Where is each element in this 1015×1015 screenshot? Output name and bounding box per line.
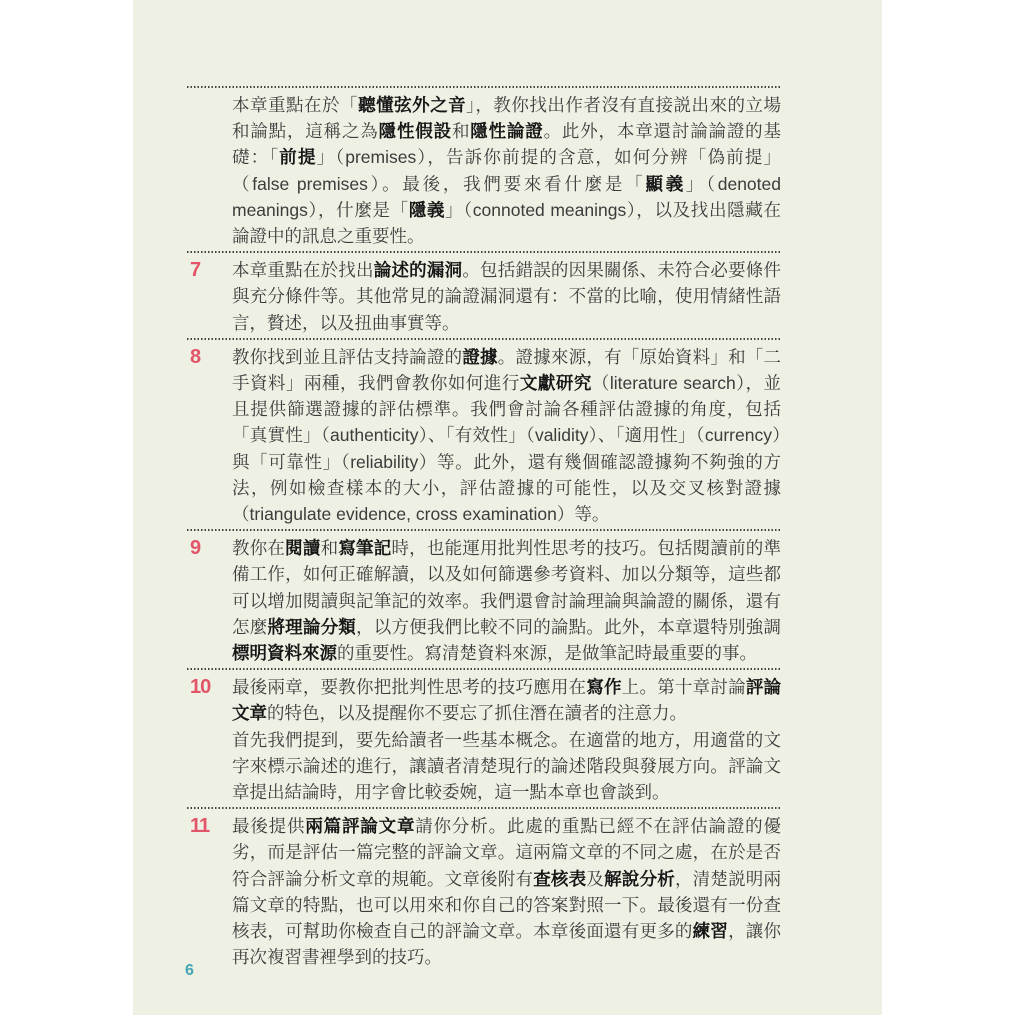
keyword-bold: 將理論分類 xyxy=(267,616,357,637)
body-text: 請你分析。此處的重點已經不在評估論證的優劣，而是評估一篇完整的評論文章。這兩篇文章的不同之處，在於是否符合評論分析文章的規範。文章後附有 xyxy=(232,816,782,889)
chapter-summary-11 xyxy=(187,806,781,971)
keyword-bold: 文獻研究 xyxy=(519,373,592,394)
keyword-bold: 前提 xyxy=(279,147,317,168)
keyword-bold: 顯義 xyxy=(645,173,686,194)
body-text: 的特色，以及提醒你不要忘了抓住潛在讀者的注意力。 xyxy=(267,703,687,724)
body-text: 時，也能運用批判性思考的技巧。包括閱讀前的準備工作，如何正確解讀，以及如何篩選參考資料、加以分類等，這些都可以增加閱讀與記筆記的效率。我們還會討論理論與論證的關係，還有怎麼 xyxy=(232,538,782,637)
keyword-bold: 閱讀 xyxy=(285,538,321,559)
chapter-number: 11 xyxy=(190,815,210,838)
chapter-number: 7 xyxy=(190,259,201,282)
keyword-bold: 隱性假設 xyxy=(378,121,452,142)
keyword-bold: 隱義 xyxy=(408,199,446,220)
keyword-bold: 寫筆記 xyxy=(338,538,392,559)
summary-paragraph xyxy=(232,92,781,249)
dotted-divider xyxy=(187,806,781,809)
section-body xyxy=(187,535,781,666)
keyword-bold: 兩篇評論文章 xyxy=(305,816,416,837)
body-text: 。證據來源，有「原始資料」和「二手資料」兩種，我們會教你如何進行 xyxy=(232,346,782,394)
chapter-number: 8 xyxy=(190,345,201,368)
section-body xyxy=(187,257,781,336)
section-body xyxy=(187,344,781,527)
chapter-summary-10 xyxy=(187,667,781,806)
body-text: ，清楚説明兩篇文章的特點，也可以用來和你自己的答案對照一下。最後還有一份查核表，可幫助你檢查自己的評論文章。本章後面還有更多的 xyxy=(232,868,782,942)
dotted-divider xyxy=(187,667,781,670)
summary-paragraph xyxy=(232,674,781,726)
body-text: ，以方便我們比較不同的論點。此外，本章還特別強調 xyxy=(356,616,782,637)
section-text xyxy=(232,257,781,336)
chapter-number: 10 xyxy=(190,676,211,699)
section-body xyxy=(187,813,781,970)
book-page xyxy=(133,0,882,1015)
dotted-divider xyxy=(187,250,781,253)
summary-paragraph xyxy=(232,813,781,970)
body-text: 」（connoted meanings），以及找出隱藏在論證中的訊息之重要性。 xyxy=(232,199,781,247)
summary-paragraph xyxy=(232,535,781,666)
keyword-bold: 解說分析 xyxy=(604,868,675,889)
keyword-bold: 評論文章 xyxy=(232,677,782,724)
dotted-divider xyxy=(187,337,781,340)
chapter-summary-7 xyxy=(187,250,781,337)
section-text xyxy=(232,535,781,666)
body-text: 本章重點在於找出 xyxy=(232,260,374,281)
body-text: 。包括錯誤的因果關係、未符合必要條件與充分條件等。其他常見的論證漏洞還有：不當的比喻，使用情緒性語言，贅述，以及扭曲事實等。 xyxy=(232,260,782,333)
keyword-bold: 隱性論證 xyxy=(470,121,544,142)
body-text: ，讓你再次複習書裡學到的技巧。 xyxy=(232,921,782,968)
chapter-summary-8 xyxy=(187,337,781,528)
body-text: 最後提供 xyxy=(232,816,306,837)
page-number: 6 xyxy=(185,962,194,979)
chapter-number: 9 xyxy=(190,537,201,560)
keyword-bold: 證據 xyxy=(462,346,498,367)
chapter-number xyxy=(187,92,232,94)
body-text: 及 xyxy=(586,868,605,889)
body-text: 和 xyxy=(451,121,471,142)
section-body xyxy=(187,92,781,249)
body-text: 上。第十章討論 xyxy=(621,677,746,698)
body-text: 首先我們提到，要先給讀者一些基本概念。在適當的地方，用適當的文字來標示論述的進行，讓讀者清楚現行的論述階段與發展方向。評論文章提出結論時，用字會比較委婉，這一點本章也會談到。 xyxy=(232,729,781,803)
keyword-bold: 查核表 xyxy=(533,868,587,889)
body-text: 。此外，本章還討論論證的基礎：「 xyxy=(232,121,782,168)
summary-paragraph xyxy=(232,257,781,336)
keyword-bold: 練習 xyxy=(692,921,729,942)
body-text: 最後兩章，要教你把批判性思考的技巧應用在 xyxy=(232,677,587,698)
section-text xyxy=(232,674,781,805)
section-body xyxy=(187,674,781,805)
body-text: 」（premises），告訴你前提的含意，如何分辨「偽前提」（false premises）。最後，我們要來看什麼是「 xyxy=(232,147,782,194)
summary-paragraph xyxy=(232,344,781,527)
body-text: （literature search），並且提供篩選證據的評估標準。我們會討論各種評估證據的角度，包括「真實性」（authenticity）、「有效性」（validity）、「適用性」（currency）與「可靠性」（reliability）等。此外，還有幾個確認證據夠不夠強的方法，例如檢查樣本的大小，評估證據的可能性，以及交叉核對證據（triangulate evidence, cross examination）等。 xyxy=(232,373,782,525)
dotted-divider xyxy=(187,528,781,531)
body-text: 」，教你找出作者沒有直接説出來的立場和論點，這稱之為 xyxy=(232,95,782,142)
chapter-summary-9 xyxy=(187,528,781,667)
body-text: 教你在 xyxy=(232,538,286,559)
summary-paragraph xyxy=(232,727,781,806)
body-text: 」（denoted meanings），什麼是「 xyxy=(232,173,781,220)
chapter-overview-list xyxy=(187,85,781,972)
body-text: 和 xyxy=(320,538,339,559)
body-text: 教你找到並且評估支持論證的 xyxy=(232,346,463,367)
keyword-bold: 寫作 xyxy=(586,677,622,698)
section-text xyxy=(232,344,781,527)
keyword-bold: 標明資料來源 xyxy=(232,643,337,664)
body-text: 的重要性。寫清楚資料來源，是做筆記時最重要的事。 xyxy=(337,643,757,664)
keyword-bold: 聽懂弦外之音 xyxy=(358,95,467,115)
keyword-bold: 論述的漏洞 xyxy=(373,260,463,281)
body-text: 本章重點在於「 xyxy=(232,95,359,115)
section-text xyxy=(232,92,781,249)
section-text xyxy=(232,813,781,970)
dotted-divider xyxy=(187,85,781,88)
chapter-summary-intro xyxy=(187,85,781,250)
